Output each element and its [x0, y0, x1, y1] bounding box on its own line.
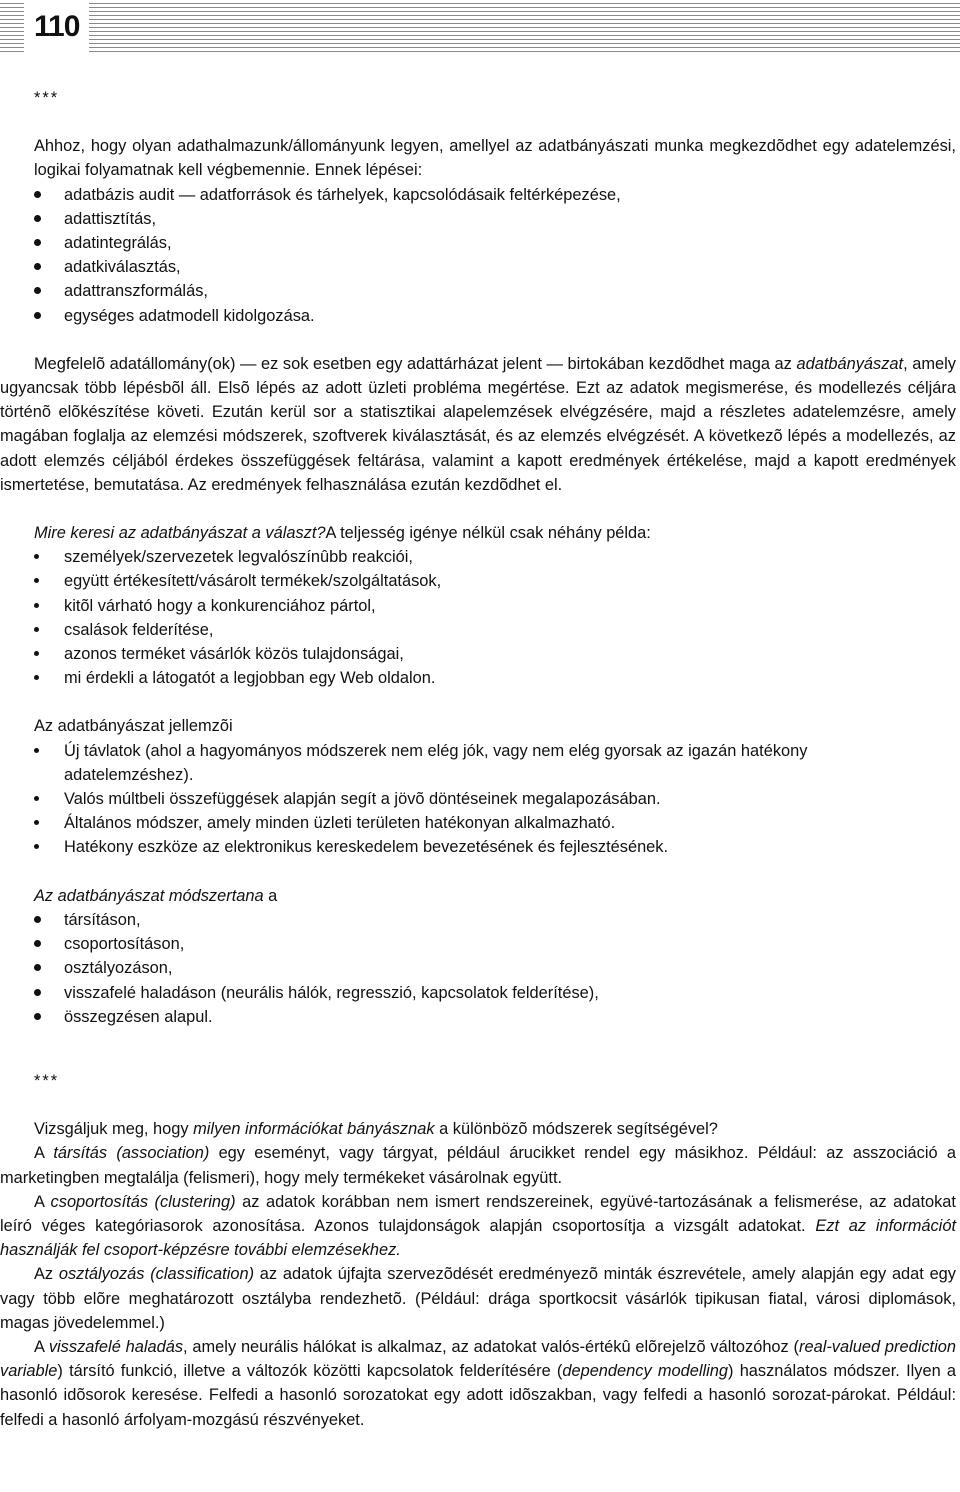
bullet-icon: [34, 191, 41, 198]
list-item: osztályozáson,: [0, 956, 956, 980]
clustering-paragraph: A csoportosítás (clustering) az adatok korábban nem ismert rendszereinek, együvé-tartozásának a felismerése, az adatokat leíró véges kategóriasorok azonosítása. Azonos tulajdonságok alapján csoportosítja a vizsgált adatokat. Ezt az információt használják fel csoport-képzésre további elemzésekhez.: [0, 1192, 956, 1260]
bullet-icon: [34, 603, 39, 608]
list-item: személyek/szervezetek legvalószínûbb reakciói,: [0, 545, 956, 569]
bullet-icon: [34, 796, 39, 801]
bullet-icon: [34, 578, 39, 583]
association-paragraph: A társítás (association) egy eseményt, vagy tárgyat, például árucikket rendel egy másikhoz. Például: az asszociáció a marketingben megtalálja (felismeri), hogy mely termékeket vásárolnak együtt.: [0, 1144, 956, 1187]
list-item: mi érdekli a látogatót a legjobban egy Web oldalon.: [0, 666, 956, 690]
list-item: csalások felderítése,: [0, 618, 956, 642]
section-separator: ***: [34, 89, 60, 107]
bullet-icon: [34, 1013, 41, 1020]
section-heading: Az adatbányászat jellemzõi: [34, 717, 233, 736]
list-item: együtt értékesített/vásárolt termékek/szolgáltatások,: [0, 569, 956, 593]
list-item: Általános módszer, amely minden üzleti területen hatékonyan alkalmazható.: [0, 811, 956, 835]
page-header: [0, 0, 960, 54]
list-item: adatbázis audit — adatforrások és tárhelyek, kapcsolódásaik feltérképezése,: [0, 183, 956, 207]
bullet-icon: [34, 651, 39, 656]
regression-paragraph: A visszafelé haladás, amely neurális hálókat is alkalmaz, az adatokat valós-értékû elõrejelzõ változóhoz (real-valued prediction variable) társító funkció, illetve a változók közötti kapcsolatok felderítésére (dependency modelling) használatos módszer. Ilyen a hasonló idõsorok keresése. Felfedi a hasonló sorozatokat egy adott idõszakban, vagy felfedi a hasonló sorozat-párokat. Például: felfedi a hasonló árfolyam-mozgású részvényeket.: [0, 1337, 957, 1429]
bullet-icon: [34, 239, 41, 246]
bullet-icon: [34, 964, 41, 971]
list-item: egységes adatmodell kidolgozása.: [0, 304, 956, 328]
bullet-icon: [34, 627, 39, 632]
bullet-icon: [34, 844, 39, 849]
list-item: visszafelé haladáson (neurális hálók, regresszió, kapcsolatok felderítése),: [0, 981, 956, 1005]
list-item: összegzésen alapul.: [0, 1005, 956, 1029]
list-item: Új távlatok (ahol a hagyományos módszerek nem elég jók, vagy nem elég gyorsak az igazán hatékony adatelemzéshez).: [0, 739, 956, 787]
bullet-icon: [34, 263, 41, 270]
list-item: Hatékony eszköze az elektronikus kereskedelem bevezetésének és fejlesztésének.: [0, 835, 956, 859]
steps-list: [0, 183, 956, 328]
list-item: adattisztítás,: [0, 207, 956, 231]
bullet-icon: [34, 916, 41, 923]
list-item: azonos terméket vásárlók közös tulajdonságai,: [0, 642, 956, 666]
list-item: csoportosításon,: [0, 932, 956, 956]
bullet-icon: [34, 989, 41, 996]
bullet-icon: [34, 675, 39, 680]
classification-paragraph: Az osztályozás (classification) az adatok újfajta szervezõdését eredményezõ minták észrevétele, amely alapján egy adat egy vagy több elõre meghatározott osztályba rendezhetõ. (Például: drága sportkocsit vásárlók tipikusan fiatal, városi diplomások, magas jövedelemmel.): [0, 1265, 956, 1332]
list-item: kitõl várható hogy a konkurenciához pártol,: [0, 594, 956, 618]
list-item: társításon,: [0, 908, 956, 932]
features-list: [0, 739, 956, 860]
section-heading: Mire keresi az adatbányászat a választ?A teljesség igénye nélkül csak néhány példa:: [34, 524, 651, 543]
methods-list: [0, 908, 956, 1029]
question-paragraph: Vizsgáljuk meg, hogy milyen információkat bányásznak a különbözõ módszerek segítségével?: [34, 1120, 718, 1139]
intro-paragraph: Ahhoz, hogy olyan adathalmazunk/állományunk legyen, amellyel az adatbányászati munka megkezdõdhet egy adatelemzési, logikai folyamatnak kell végbemennie. Ennek lépései:: [34, 137, 956, 180]
bullet-icon: [34, 820, 39, 825]
bullet-icon: [34, 287, 41, 294]
bullet-icon: [34, 312, 41, 319]
list-item: adatkiválasztás,: [0, 255, 956, 279]
page-body: [0, 86, 956, 1432]
bullet-icon: [34, 554, 39, 559]
examples-list: [0, 545, 956, 690]
bullet-icon: [34, 940, 41, 947]
section-separator: ***: [34, 1071, 60, 1090]
list-item: adatintegrálás,: [0, 231, 956, 255]
page-number: 110: [24, 2, 89, 52]
list-item: adattranszformálás,: [0, 279, 956, 303]
list-item: Valós múltbeli összefüggések alapján segít a jövõ döntéseinek megalapozásában.: [0, 787, 956, 811]
bullet-icon: [34, 215, 41, 222]
section-heading: Az adatbányászat módszertana a: [34, 886, 278, 905]
bullet-icon: [34, 748, 39, 753]
process-paragraph: Megfelelõ adatállomány(ok) — ez sok esetben egy adattárházat jelent — birtokában kezdõdhet maga az adatbányászat, amely ugyancsak több lépésbõl áll. Elsõ lépés az adott üzleti probléma megértése. Ezt az adatok megismerése, és modellezés céljára történõ elõkészítése követi. Ezután kerül sor a statisztikai alapelemzések elvégzésére, majd a részletes adatelemzésre, amely magában foglalja az elemzési módszerek, szoftverek kiválasztását, és az elemzés elvégzését. A következõ lépés a modellezés, az adott elemzés céljából érdekes összefüggések feltárása, valamint a kapott eredmények értékelése, majd a kapott eredmények ismertetése, bemutatása. Az eredmények felhasználása ezután kezdõdhet el.: [0, 354, 956, 494]
